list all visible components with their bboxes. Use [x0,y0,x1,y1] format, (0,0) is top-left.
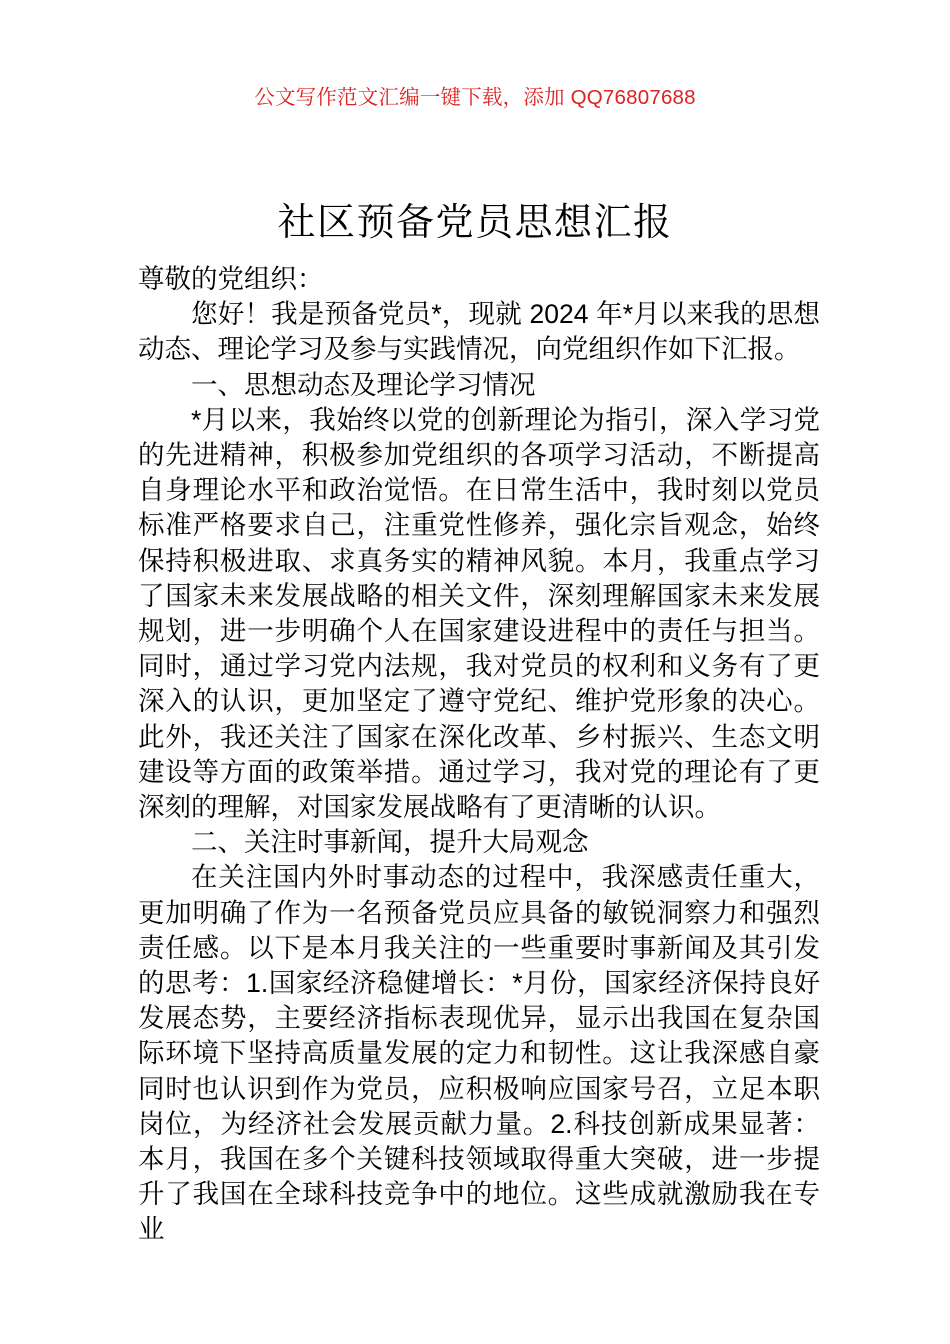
advertisement-banner: 公文写作范文汇编一键下载，添加 QQ76807688 [254,86,696,109]
section-heading-two: 二、关注时事新闻，提升大局观念 [191,827,589,858]
document-body [138,262,820,1248]
paragraph-opening: 您好！我是预备党员*，现就 2024 年*月以来我的思想动态、理论学习及参与实践情况，向党组织作如下汇报。 [138,299,820,365]
section-heading-one: 一、思想动态及理论学习情况 [191,369,536,400]
salutation-line: 尊敬的党组织： [138,264,324,294]
page-title: 社区预备党员思想汇报 [277,202,673,245]
section-body-two: 在关注国内外时事动态的过程中，我深感责任重大，更加明确了作为一名预备党员应具备的敏锐洞察力和强烈责任感。以下是本月我关注的一些重要时事新闻及其引发的思考：1.国家经济稳健增长：*月份，国家经济保持良好发展态势，主要经济指标表现优异，显示出我国在复杂国际环境下坚持高质量发展的定力和韧性。这让我深感自豪同时也认识到作为党员，应积极响应国家号召，立足本职岗位，为经济社会发展贡献力量。2.科技创新成果显著：本月，我国在多个关键科技领域取得重大突破，进一步提升了我国在全球科技竞争中的地位。这些成就激励我在专业 [138,862,820,1245]
section-body-one: *月以来，我始终以党的创新理论为指引，深入学习党的先进精神，积极参加党组织的各项学习活动，不断提高自身理论水平和政治觉悟。在日常生活中，我时刻以党员标准严格要求自己，注重党性修养，强化宗旨观念，始终保持积极进取、求真务实的精神风貌。本月，我重点学习了国家未来发展战略的相关文件，深刻理解国家未来发展规划，进一步明确个人在国家建设进程中的责任与担当。同时，通过学习党内法规，我对党员的权利和义务有了更深入的认识，更加坚定了遵守党纪、维护党形象的决心。此外，我还关注了国家在深化改革、乡村振兴、生态文明建设等方面的政策举措。通过学习，我对党的理论有了更深刻的理解，对国家发展战略有了更清晰的认识。 [138,404,820,823]
